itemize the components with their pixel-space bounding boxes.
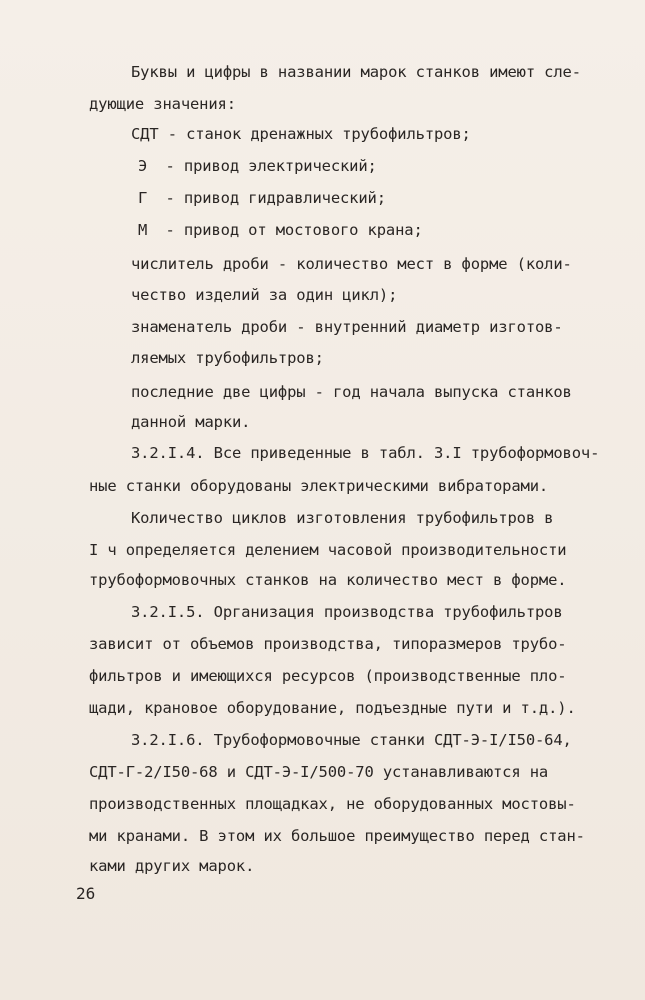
text-line: щади, крановое оборудование, подъездные пути и т.д.). [89, 699, 576, 717]
text-line: М - привод от мостового крана; [138, 221, 423, 239]
text-line: Буквы и цифры в названии марок станков имеют сле- [131, 63, 581, 81]
text-line: дующие значения: [89, 95, 236, 113]
text-line: СДТ - станок дренажных трубофильтров; [131, 125, 471, 143]
text-line: данной марки. [131, 413, 251, 431]
text-line: Г - привод гидравлический; [138, 189, 386, 207]
text-line: знаменатель дроби - внутренний диаметр изготов- [131, 318, 563, 336]
text-line: последние две цифры - год начала выпуска станков [131, 383, 572, 401]
text-line: числитель дроби - количество мест в форме (коли- [131, 255, 572, 273]
text-line: I ч определяется делением часовой производительности [89, 541, 567, 559]
text-line: трубоформовочных станков на количество мест в форме. [89, 571, 567, 589]
text-line: производственных площадках, не оборудованных мостовы- [89, 795, 576, 813]
text-line: фильтров и имеющихся ресурсов (производственные пло- [89, 667, 567, 685]
text-line: ляемых трубофильтров; [131, 349, 324, 367]
text-line: 3.2.I.5. Организация производства трубофильтров [131, 603, 563, 621]
text-line: СДТ-Г-2/I50-68 и СДТ-Э-I/500-70 устанавливаются на [89, 763, 549, 781]
text-line: Э - привод электрический; [138, 157, 377, 175]
text-line: Количество циклов изготовления трубофильтров в [131, 509, 554, 527]
text-line: ные станки оборудованы электрическими вибраторами. [89, 477, 549, 495]
text-line: чество изделий за один цикл); [131, 286, 398, 304]
text-line: 3.2.I.6. Трубоформовочные станки СДТ-Э-I/I50-64, [131, 731, 572, 749]
text-line: зависит от объемов производства, типоразмеров трубо- [89, 635, 567, 653]
text-line: 3.2.I.4. Все приведенные в табл. 3.I трубоформовоч- [131, 444, 600, 462]
page-number: 26 [76, 884, 96, 903]
text-line: ками других марок. [89, 857, 255, 875]
text-line: ми кранами. В этом их большое преимущество перед стан- [89, 827, 585, 845]
